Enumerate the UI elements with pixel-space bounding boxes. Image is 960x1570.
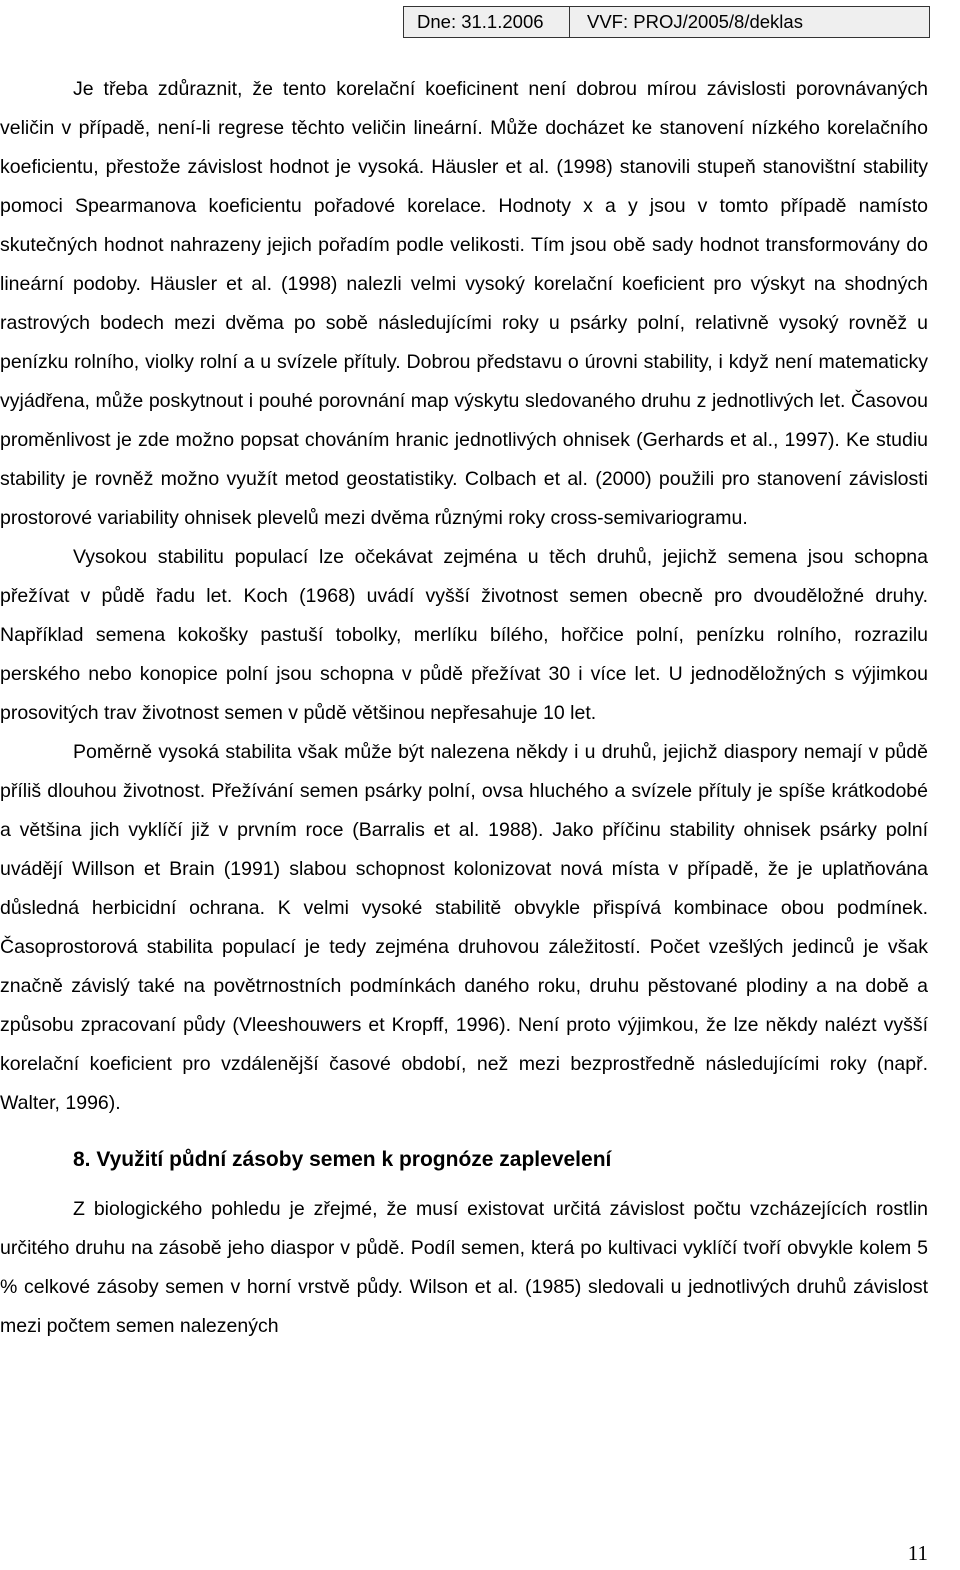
page-content — [0, 70, 928, 1346]
header-reference: VVF: PROJ/2005/8/deklas — [570, 7, 929, 37]
header-date: Dne: 31.1.2006 — [404, 7, 570, 37]
paragraph-2: Vysokou stabilitu populací lze očekávat zejména u těch druhů, jejichž semena jsou schopna přežívat v půdě řadu let. Koch (1968) uvádí vyšší životnost semen obecně pro dvouděložné druhy. Například semena kokošky pastuší tobolky, merlíku bílého, hořčice polní, penízku rolního, rozrazilu perského nebo konopice polní jsou schopna v půdě přežívat 30 i více let. U jednoděložných s výjimkou prosovitých trav životnost semen v půdě většinou nepřesahuje 10 let. — [0, 546, 928, 724]
paragraph-1: Je třeba zdůraznit, že tento korelační koeficinent není dobrou mírou závislosti porovnávaných veličin v případě, není-li regrese těchto veličin lineární. Může docházet ke stanovení nízkého korelačního koeficientu, přestože závislost hodnot je vysoká. Häusler et al. (1998) stanovili stupeň stanovištní stability pomoci Spearmanova koeficientu pořadové korelace. Hodnoty x a y jsou v tomto případě namísto skutečných hodnot nahrazeny jejich pořadím podle velikosti. Tím jsou obě sady hodnot transformovány do lineární podoby. Häusler et al. (1998) nalezli velmi vysoký korelační koeficient pro výskyt na shodných rastrových bodech mezi dvěma po sobě následujícími roky u psárky polní, relativně vysoký rovněž u penízku rolního, violky rolní a u svízele přítuly. Dobrou představu o úrovni stability, i když není matematicky vyjádřena, může poskytnout i pouhé porovnání map výskytu sledovaného druhu z jednotlivých let. Časovou proměnlivost je zde možno popsat chováním hranic jednotlivých ohnisek (Gerhards et al., 1997). Ke studiu stability je rovněž možno využít metod geostatistiky. Colbach et al. (2000) použili pro stanovení závislosti prostorové variability ohnisek plevelů mezi dvěma různými roky cross-semivariogramu. — [0, 78, 928, 529]
page-number: 11 — [907, 1541, 928, 1565]
paragraph-3: Poměrně vysoká stabilita však může být nalezena někdy i u druhů, jejichž diaspory nemají v půdě příliš dlouhou životnost. Přežívání semen psárky polní, ovsa hluchého a svízele přítuly je spíše krátkodobé a většina jich vyklíčí již v prvním roce (Barralis et al. 1988). Jako příčinu stability ohnisek psárky polní uvádějí Willson et Brain (1991) slabou schopnost kolonizovat nová místa v případě, že je uplatňována důsledná herbicidní ochrana. K velmi vysoké stabilitě obvykle přispívá kombinace obou podmínek. Časoprostorová stabilita populací je tedy zejména druhovou záležitostí. Počet vzešlých jedinců je však značně závislý také na povětrnostních podmínkách daného roku, druhu pěstované plodiny a na době a způsobu zpracovaní půdy (Vleeshouwers et Kropff, 1996). Není proto výjimkou, že lze někdy nalézt vyšší korelační koeficient pro vzdálenější časové období, než mezi bezprostředně následujícími roky (např. Walter, 1996). — [0, 741, 928, 1114]
section-heading: 8. Využití půdní zásoby semen k prognóze zaplevelení — [73, 1148, 612, 1171]
document-header — [403, 6, 930, 38]
section-paragraph: Z biologického pohledu je zřejmé, že musí existovat určitá závislost počtu vzcházejících rostlin určitého druhu na zásobě jeho diaspor v půdě. Podíl semen, která po kultivaci vyklíčí tvoří obvykle kolem 5 % celkové zásoby semen v horní vrstvě půdy. Wilson et al. (1985) sledovali u jednotlivých druhů závislost mezi počtem semen nalezených — [0, 1198, 928, 1337]
